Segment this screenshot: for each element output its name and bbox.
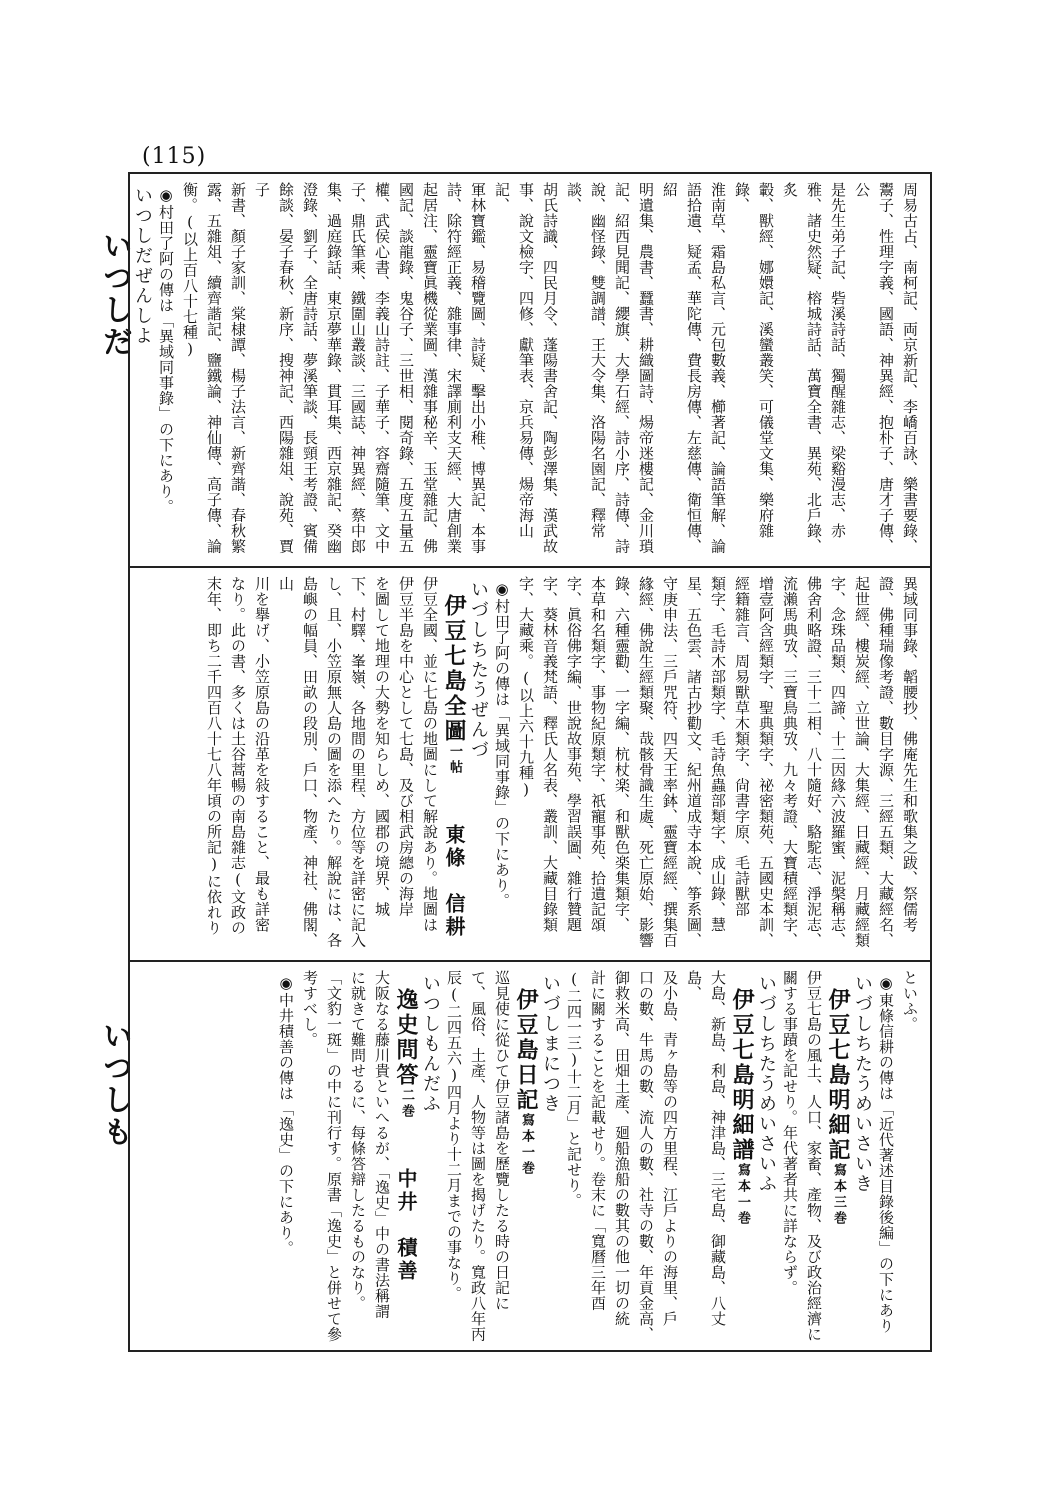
biography-note: ◉村田了阿の傳は「異域同事錄」の下にあり。 bbox=[157, 186, 175, 515]
entry-description: 大島、新島、利島、神津島、三宅島、御藏島、八丈島、 bbox=[685, 970, 727, 1327]
entry-reading: いづしちたうぜんづ bbox=[468, 580, 489, 760]
entry-title: 逸史問答二巻中井 積善 bbox=[393, 988, 419, 1283]
entry-description: 計に關することを記載せり。卷末に「寬曆三年酉 bbox=[589, 970, 607, 1311]
catalog-line: 星、五色雲、諸古抄勸文、紀州道成寺本說、筝系圖、 bbox=[685, 576, 703, 948]
entry-meta: 寫本一巻 bbox=[519, 1113, 534, 1177]
catalog-line: 證、佛種瑞像考證、數目字源、三經五類、大藏經名、 bbox=[877, 576, 895, 948]
catalog-line: 記、紹西見聞記、纓旗、大學石經、詩小序、詩傳、詩 bbox=[613, 182, 631, 554]
catalog-line: 軍林寶鑑、易稽覽圖、詩疑、擊出小稚、博異記、本事 bbox=[469, 182, 487, 554]
catalog-line: 起居注、靈寶眞機從業圖、漢雜事秘辛、玉堂雜記、佛 bbox=[421, 182, 439, 554]
catalog-line: 字、眞俗佛字編、世說故事苑、學習誤圖、雜行贊題 bbox=[565, 576, 583, 933]
entry-description: 川を擧げ、小笠原島の沿革を敍すること、最も詳密 bbox=[253, 576, 271, 933]
catalog-line: 類字、毛詩木部類字、毛詩魚蟲部類字、成山錄、慧 bbox=[709, 576, 727, 933]
entry-meta: 二巻 bbox=[399, 1088, 414, 1120]
entry-reading: いづしちたうめいさいき bbox=[852, 974, 873, 1194]
entry-description: 伊豆七島の風土、人口、家畜、產物、及び政治經濟に bbox=[805, 970, 823, 1342]
catalog-line: 字、念珠品類、四諦、十二因緣六波羅蜜、泥槃稱志、 bbox=[829, 576, 847, 948]
entry-description: 下、村驛、峯嶺、各地間の里程、方位等を詳密に記入 bbox=[349, 576, 367, 948]
catalog-line: 經籍雜言、周易獸草木類字、尙書字原、毛詩獸部 bbox=[733, 576, 751, 917]
entry-description: て、風俗、土產、人物等は圖を揭げたり。寬政八年丙 bbox=[469, 970, 487, 1342]
catalog-line: 雅、諸史然疑、榕城詩話、萬寶全書、異苑、北戶錄、炙 bbox=[781, 182, 823, 554]
band-top bbox=[132, 176, 928, 564]
catalog-line: 周易古占、南柯記、両京新記、李嶠百詠、樂書要錄、 bbox=[901, 182, 919, 554]
catalog-line: 佛舍利略證、三十二相、八十隨好、駱駝志、淨泥志、 bbox=[805, 576, 823, 948]
catalog-line: 錄、六種靈勸、一字編、杭杖楽、和獸色楽集類字、 bbox=[613, 576, 631, 933]
catalog-line: 語拾遺、疑孟、華陀傳、費長房傳、左慈傳、衛恒傳、紹 bbox=[661, 182, 703, 554]
catalog-line: 權、武侯心書、李義山詩註、子華子、容齋隨筆、文中 bbox=[373, 182, 391, 554]
entry-description: なり。此の書、多くは土谷蒿暢の南島雜志(文政の bbox=[229, 576, 247, 936]
catalog-line: 新書、顏子家訓、棠棣譚、楊子法言、新齊諧、春秋繁 bbox=[229, 182, 247, 554]
catalog-line: 起世經、樓炭經、立世論、大集經、日藏經、月藏經類 bbox=[853, 576, 871, 948]
catalog-line: 詩、除符經正義、雜事律、宋譯廁利支天經、大唐創業 bbox=[445, 182, 463, 554]
entry-title: 伊豆七島明細譜寫本一巻 bbox=[729, 988, 755, 1227]
entry-description: 御救米高、田畑土產、廻船漁船の數其の他一切の統 bbox=[613, 970, 631, 1327]
catalog-line: 守庚申法、三戶咒符、四天王率鉢、靈寶經經、撰集百 bbox=[661, 576, 679, 948]
running-head-top: いつしだ bbox=[97, 230, 132, 358]
biography-note: ◉中井積善の傳は「逸史」の下にあり。 bbox=[277, 974, 295, 1256]
continuation-line: といふ。 bbox=[901, 970, 919, 1032]
catalog-line: 字、葵林音義梵語、釋氏人名表、叢訓、大藏目錄類 bbox=[541, 576, 559, 933]
entry-description: 及小島、青ヶ島等の四方里程、江戶よりの海里、戶 bbox=[661, 970, 679, 1327]
entry-description: (二四一三)十二月」と記せり。 bbox=[565, 970, 583, 1209]
catalog-line: 澄錄、劉子、全唐詩話、夢溪筆談、長頸王考證、賓備 bbox=[301, 182, 319, 554]
catalog-line: 異域同事錄、韜腰抄、佛庵先生和歌集之跋、祭儒考 bbox=[901, 576, 919, 933]
biography-note: ◉東條信耕の傳は「近代著述目錄後編」の下にあり bbox=[877, 974, 895, 1334]
entry-title: 伊豆七島全圖一帖東條 信耕 bbox=[441, 594, 467, 939]
catalog-line: 露、五雜俎、續齊諧記、鹽鐵論、神仙傳、高子傳、論 bbox=[205, 182, 223, 554]
catalog-line: 是先生弟子記、砦溪詩話、獨醒雜志、梁谿漫志、赤 bbox=[829, 182, 847, 539]
catalog-line: 淮南草、霜島私言、元包數義、櫛著記、論語筆解、論 bbox=[709, 182, 727, 554]
band-divider-2 bbox=[128, 960, 932, 962]
entry-reading: いつしもんだふ bbox=[420, 974, 441, 1114]
entry-description: 末年、即ち二千四百八十七八年頃の所記)に依れり bbox=[205, 576, 223, 936]
band-middle bbox=[132, 570, 928, 958]
catalog-line: 流瀨馬典攷、三寶鳥典攷、九々考證、大寶積經類字、 bbox=[781, 576, 799, 948]
entry-description: 巡見使に從ひて伊豆諸島を歷覽したる時の日記に bbox=[493, 970, 511, 1311]
entry-reading: いづしまにつき bbox=[540, 974, 561, 1114]
catalog-line: 緣經、佛說生經類聚、哉骸骨識生處、死亡原始、影響 bbox=[637, 576, 655, 948]
band-bottom-text bbox=[138, 970, 922, 1342]
entry-description: に就きて難問せるに、每條答辯したるものなり。 bbox=[349, 970, 367, 1311]
catalog-line: 轂、獸經、娜嬛記、溪蠻叢笑、可儀堂文集、樂府雜錄、 bbox=[733, 182, 775, 539]
entry-author: 中井 積善 bbox=[394, 1168, 418, 1283]
catalog-line: 國記、談龍錄、鬼谷子、三世相、閱奇錄、五度五量五 bbox=[397, 182, 415, 554]
entry-reading: いつしだぜんしよ bbox=[132, 186, 153, 346]
catalog-line: 鬻子、性理字義、國語、神異經、抱朴子、唐才子傳、公 bbox=[853, 182, 895, 554]
entry-description: 辰(二四五六)四月より十二月までの事なり。 bbox=[445, 970, 463, 1302]
band-divider-1 bbox=[128, 566, 932, 568]
catalog-line: 本草和名類字、事物紀原類字、祇寵事苑、拾遺記頌 bbox=[589, 576, 607, 933]
entry-author: 東條 信耕 bbox=[442, 824, 466, 939]
entry-description: し、且、小笠原無人島の圖を添へたり。解說には、各 bbox=[325, 576, 343, 948]
band-top-text bbox=[132, 182, 922, 558]
catalog-line: 事、說文檢字、四修、獻筆表、京兵易傳、煬帝海山記、 bbox=[493, 182, 535, 539]
catalog-line: 說、幽怪錄、雙調譜、王大令集、洛陽名園記、釋常談、 bbox=[565, 182, 607, 539]
entry-description: 口の數、牛馬の數、流人の數、社寺の數、年貢金高、 bbox=[637, 970, 655, 1342]
biography-note: ◉村田了阿の傳は「異域同事錄」の下にあり。 bbox=[493, 580, 511, 909]
catalog-line: 增壹阿含經類字、聖典類字、祕密類苑、五國史本訓、 bbox=[757, 576, 775, 948]
catalog-line: 餘談、晏子春秋、新序、搜神記、西陽雜俎、說苑、賈子 bbox=[253, 182, 295, 554]
entry-meta: 寫本三巻 bbox=[831, 1163, 846, 1227]
entry-title: 伊豆七島明細記寫本三巻 bbox=[825, 988, 851, 1227]
catalog-line: 字、大藏乘。(以上六十九種) bbox=[517, 576, 535, 799]
entry-title: 伊豆島日記寫本一巻 bbox=[513, 988, 539, 1177]
entry-description: 伊豆全國、並に七島の地圖にして解說あり。地圖は bbox=[421, 576, 439, 933]
catalog-line: 衡。(以上百八十七種) bbox=[181, 182, 199, 359]
entry-description: 考すべし。 bbox=[301, 970, 319, 1048]
entry-reading: いづしちたうめいさいふ bbox=[756, 974, 777, 1194]
catalog-line: 集、過庭錄話、東京夢華錄、貫耳集、西京雜記、癸幽 bbox=[325, 182, 343, 554]
catalog-line: 明遺集、農書、蠶書、耕織圖詩、煬帝迷樓記、金川瑣 bbox=[637, 182, 655, 554]
catalog-line: 子、鼎氏筆乘、鐵圍山叢談、三國誌、神異經、蔡中郎 bbox=[349, 182, 367, 554]
running-head-bottom: いつしも bbox=[97, 1020, 132, 1148]
page-number: (115) bbox=[142, 144, 207, 169]
entry-description: 「文豹一斑」の中に刊行す。原書「逸史」と併せて參 bbox=[325, 970, 343, 1342]
entry-description: 伊豆半島を中心として七島、及び相武房總の海岸 bbox=[397, 576, 415, 917]
band-bottom bbox=[132, 964, 928, 1348]
entry-meta: 一帖 bbox=[447, 744, 462, 776]
catalog-line: 胡氏詩識、四民月令、蓬陽書舍記、陶彭澤集、漢武故 bbox=[541, 182, 559, 554]
band-middle-text bbox=[138, 576, 922, 952]
entry-description: 大阪なる藤川貴といへるが、「逸史」中の書法稱謂 bbox=[373, 970, 391, 1319]
entry-description: 島嶼の幅員、田畝の段別、戶口、物產、神社、佛閣、山 bbox=[277, 576, 319, 948]
entry-description: を圖して地理の大勢を知らしめ、國郡の境界、城 bbox=[373, 576, 391, 917]
entry-description: 關する事蹟を記せり。年代著者共に詳ならず。 bbox=[781, 970, 799, 1296]
entry-meta: 寫本一巻 bbox=[735, 1163, 750, 1227]
